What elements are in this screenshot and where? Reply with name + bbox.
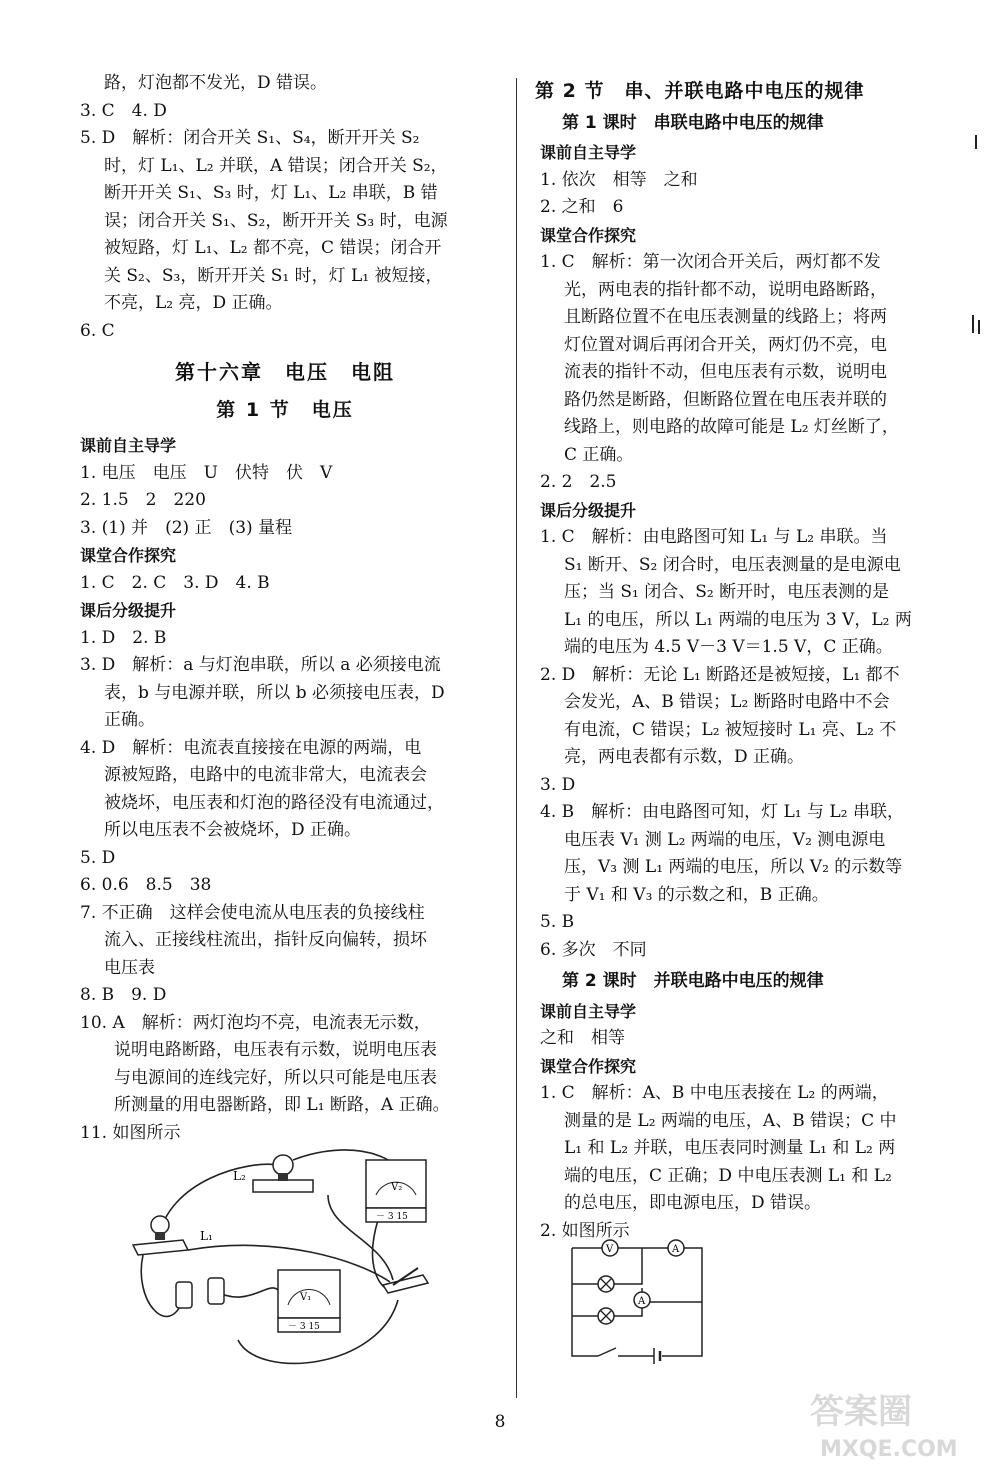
answer-line: 不亮，L₂ 亮，D 正确。	[104, 293, 283, 313]
answer-line: 3. (1) 并 (2) 正 (3) 量程	[80, 517, 293, 538]
answer-line: C 正确。	[564, 444, 634, 465]
answer-line: 2. 2 2.5	[540, 472, 617, 492]
answer-line: 路，灯泡都不发光，D 错误。	[104, 73, 328, 93]
answer-line: L₁ 和 L₂ 并联，电压表同时测量 L₁ 和 L₂ 两	[564, 1138, 896, 1158]
answer-line: 压；当 S₁ 闭合、S₂ 断开时，电压表测的是	[564, 582, 890, 602]
answer-line: 会发光，A、B 错误；L₂ 断路时电路中不会	[564, 692, 890, 712]
answer-line: 3. D 解析：a 与灯泡串联，所以 a 必须接电流	[80, 655, 441, 675]
answer-line: 于 V₁ 和 V₃ 的示数之和，B 正确。	[564, 884, 829, 905]
left-column	[80, 70, 490, 1147]
answer-line: 1. 依次 相等 之和	[540, 169, 698, 190]
answer-line: 之和 相等	[540, 1028, 625, 1048]
scan-mark	[978, 320, 980, 334]
answer-line: 3. C 4. D	[80, 100, 167, 121]
answer-line: 1. C 解析：第一次闭合开关后，两灯都不发	[540, 252, 881, 272]
right-column	[535, 70, 980, 1245]
answer-line: 1. C 2. C 3. D 4. B	[80, 572, 270, 593]
label-l1: L₁	[200, 1229, 213, 1243]
subsection-heading: 课前自主导学	[540, 1001, 637, 1021]
answer-line: 表，b 与电源并联，所以 b 必须接电压表，D	[104, 682, 445, 703]
subsection-heading: 课堂合作探究	[80, 546, 177, 565]
answer-line: 路仍然是断路，但断路位置在电压表并联的	[564, 389, 887, 410]
answer-line: 线路上，则电路的故障可能是 L₂ 灯丝断了，	[564, 417, 899, 437]
meter-bottom-label: V₁	[300, 1292, 312, 1303]
terminals-bottom: － 3 15	[288, 1322, 320, 1332]
answer-line: 且断路位置不在电压表测量的线路上；将两	[564, 307, 887, 327]
answer-line: 测量的是 L₂ 两端的电压，A、B 错误；C 中	[564, 1110, 897, 1131]
subsection-heading: 课前自主导学	[540, 143, 637, 162]
answer-line: 6. C	[80, 320, 115, 341]
answer-line: 端的电压为 4.5 V－3 V＝1.5 V，C 正确。	[564, 637, 893, 657]
voltmeter-label: V	[606, 1244, 614, 1255]
scan-mark	[972, 315, 974, 333]
watermark-logo: 答案圈	[810, 1392, 912, 1432]
answer-line: 误；闭合开关 S₁、S₂，断开开关 S₃ 时，电源	[104, 210, 448, 231]
answer-line: 说明电路断路，电压表有示数，说明电压表	[114, 1040, 437, 1060]
answer-line: 流入、正接线柱流出，指针反向偏转，损坏	[104, 930, 427, 950]
answer-line: 2. D 解析：无论 L₁ 断路还是被短接，L₁ 都不	[540, 664, 900, 685]
answer-line: 1. C 解析：A、B 中电压表接在 L₂ 的两端，	[540, 1083, 889, 1103]
chapter-title: 第十六章 电压 电阻	[175, 360, 395, 384]
circuit-illustration	[128, 1140, 448, 1370]
answer-line: 流表的指针不动，但电压表有示数，说明电	[564, 362, 887, 382]
answer-line: 所以电压表不会被烧坏，D 正确。	[104, 820, 362, 840]
answer-line: 端的电压，C 正确；D 中电压表测 L₁ 和 L₂	[564, 1165, 892, 1186]
column-divider	[516, 78, 517, 1398]
watermark-url: MXQE.COM	[820, 1437, 958, 1462]
answer-line: 被短路，灯 L₁、L₂ 都不亮，C 错误；闭合开	[104, 238, 442, 258]
terminals-top: － 3 15	[376, 1212, 408, 1222]
answer-line: 被烧坏，电压表和灯泡的路径没有电流通过，	[104, 792, 444, 813]
answer-line: 4. D 解析：电流表直接接在电源的两端，电	[80, 737, 422, 758]
parallel-circuit-diagram	[562, 1236, 722, 1386]
subsection-heading: 课前自主导学	[80, 436, 177, 455]
answer-line: 5. D 解析：闭合开关 S₁、S₄，断开开关 S₂	[80, 128, 420, 148]
answer-line: 5. D	[80, 847, 116, 868]
answer-line: 5. B	[540, 912, 575, 932]
answer-line: 光，两电表的指针都不动，说明电路断路，	[564, 279, 887, 300]
answer-line: 2. 如图所示	[540, 1220, 630, 1241]
answer-line: 灯位置对调后再闭合开关，两灯仍不亮，电	[564, 334, 887, 355]
answer-line: 11. 如图所示	[80, 1122, 181, 1143]
answer-line: 7. 不正确 这样会使电流从电压表的负接线柱	[80, 902, 425, 923]
page-number: 8	[494, 1412, 506, 1432]
subsection-heading: 课后分级提升	[540, 500, 637, 520]
answer-line: 3. D	[540, 774, 576, 795]
answer-line: 所测量的用电器断路，即 L₁ 断路，A 正确。	[114, 1095, 450, 1115]
answer-line: 有电流，C 错误；L₂ 被短接时 L₁ 亮、L₂ 不	[564, 719, 897, 740]
answer-line: 8. B 9. D	[80, 985, 167, 1005]
answer-line: 电压表 V₁ 测 L₂ 两端的电压，V₂ 测电源电	[564, 829, 886, 850]
answer-line: 6. 多次 不同	[540, 939, 647, 960]
answer-line: 与电源间的连线完好，所以只可能是电压表	[114, 1067, 437, 1088]
answer-line: 的总电压，即电源电压，D 错误。	[564, 1193, 822, 1213]
lesson-title: 第 1 课时 串联电路中电压的规律	[562, 112, 824, 133]
answer-line: L₁ 的电压，所以 L₁ 两端的电压为 3 V，L₂ 两	[564, 609, 912, 630]
section-title: 第 1 节 电压	[216, 398, 354, 421]
answer-line: 断开开关 S₁、S₃ 时，灯 L₁、L₂ 串联，B 错	[104, 183, 438, 203]
answer-line: 10. A 解析：两灯泡均不亮，电流表无示数，	[80, 1012, 431, 1033]
answer-line: 4. B 解析：由电路图可知，灯 L₁ 与 L₂ 串联，	[540, 802, 904, 822]
ammeter-top-label: A	[672, 1244, 680, 1255]
answer-line: 正确。	[104, 710, 155, 730]
scan-mark	[975, 135, 977, 149]
answer-line: 时，灯 L₁、L₂ 并联，A 错误；闭合开关 S₂，	[104, 155, 448, 176]
answer-line: S₁ 断开、S₂ 闭合时，电压表测量的是电源电	[564, 554, 901, 575]
answer-line: 2. 之和 6	[540, 197, 624, 217]
answer-line: 亮，两电表都有示数，D 正确。	[564, 747, 805, 767]
subsection-heading: 课后分级提升	[80, 601, 177, 620]
answer-line: 2. 1.5 2 220	[80, 490, 206, 510]
lesson-title: 第 2 课时 并联电路中电压的规律	[562, 971, 824, 991]
meter-top-label: V₂	[391, 1182, 403, 1193]
ammeter-branch-label: A	[638, 1296, 646, 1307]
section-title: 第 2 节 串、并联电路中电压的规律	[535, 80, 865, 102]
answer-line: 关 S₂、S₃，断开开关 S₁ 时，灯 L₁ 被短接，	[104, 265, 443, 286]
answer-line: 6. 0.6 8.5 38	[80, 875, 212, 895]
answer-line: 压，V₃ 测 L₁ 两端的电压，所以 V₂ 的示数等	[564, 857, 903, 877]
label-l2: L₂	[233, 1169, 246, 1183]
answer-line: 1. C 解析：由电路图可知 L₁ 与 L₂ 串联。当	[540, 527, 888, 547]
answer-line: 源被短路，电路中的电流非常大，电流表会	[104, 765, 427, 785]
subsection-heading: 课堂合作探究	[540, 225, 637, 245]
answer-line: 1. 电压 电压 U 伏特 伏 V	[80, 462, 333, 483]
subsection-heading: 课堂合作探究	[540, 1056, 637, 1076]
answer-line: 电压表	[104, 957, 155, 978]
answer-line: 1. D 2. B	[80, 627, 167, 648]
